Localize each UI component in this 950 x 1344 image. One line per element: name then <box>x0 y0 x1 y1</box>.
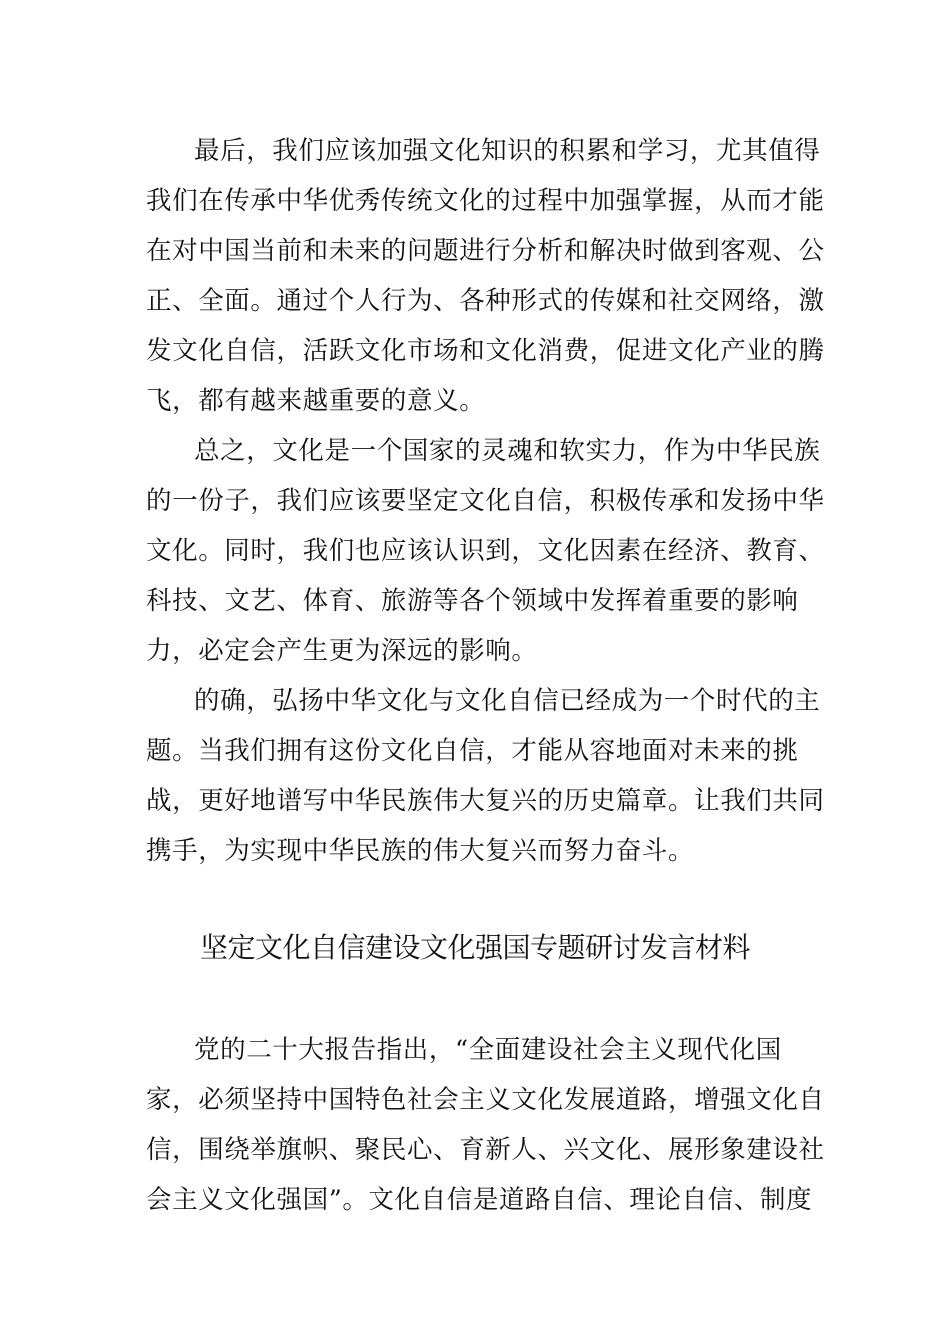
paragraph-line: 正、全面。通过个人行为、各种形式的传媒和社交网络，激 <box>146 286 825 316</box>
paragraph-line: 科技、文艺、体育、旅游等各个领域中发挥着重要的影响 <box>146 586 799 616</box>
paragraph-line: 的确，弘扬中华文化与文化自信已经成为一个时代的主 <box>194 686 821 716</box>
paragraph-line: 文化。同时，我们也应该认识到，文化因素在经济、教育、 <box>146 536 825 566</box>
paragraph-line: 信，围绕举旗帜、聚民心、育新人、兴文化、展形象建设社 <box>146 1135 825 1165</box>
paragraph-line: 家，必须坚持中国特色社会主义文化发展道路，增强文化自 <box>146 1085 825 1115</box>
paragraph-line: 党的二十大报告指出，“全面建设社会主义现代化国 <box>194 1035 782 1065</box>
paragraph-line: 的一份子，我们应该要坚定文化自信，积极传承和发扬中华 <box>146 486 825 516</box>
paragraph-line: 携手，为实现中华民族的伟大复兴而努力奋斗。 <box>146 836 695 866</box>
paragraph-line: 战，更好地谱写中华民族伟大复兴的历史篇章。让我们共同 <box>146 786 825 816</box>
paragraph-line: 我们在传承中华优秀传统文化的过程中加强掌握，从而才能 <box>146 186 825 216</box>
paragraph-line: 会主义文化强国”。文化自信是道路自信、理论自信、制度 <box>146 1185 813 1215</box>
paragraph-line: 最后，我们应该加强文化知识的积累和学习，尤其值得 <box>194 136 821 166</box>
paragraph-line: 发文化自信，活跃文化市场和文化消费，促进文化产业的腾 <box>146 336 825 366</box>
paragraph-line: 在对中国当前和未来的问题进行分析和解决时做到客观、公 <box>146 236 825 266</box>
paragraph-line: 飞，都有越来越重要的意义。 <box>146 386 486 416</box>
paragraph-line: 力，必定会产生更为深远的影响。 <box>146 636 538 666</box>
paragraph-line: 总之，文化是一个国家的灵魂和软实力，作为中华民族 <box>194 436 821 466</box>
section-title: 坚定文化自信建设文化强国专题研讨发言材料 <box>199 931 750 964</box>
paragraph-line: 题。当我们拥有这份文化自信，才能从容地面对未来的挑 <box>146 736 799 766</box>
